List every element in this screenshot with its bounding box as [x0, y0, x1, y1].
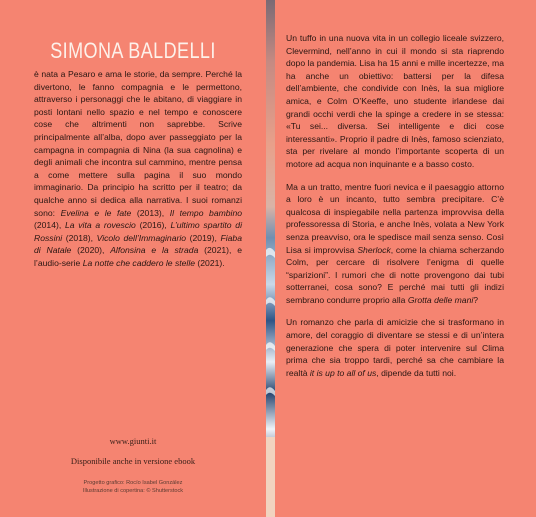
synopsis-text: Ma a un tratto, mentre fuori nevica e il paesaggio attorno a loro è un incanto, tutto sembra precipitare. C’è qualcosa di inspiegabile nella partenza improvvisa della professoressa di Storia, e anche Inès, volata a New York senza preavviso, ora le spedisce mail senza senso. Così Lisa si improvvisa — [286, 181, 504, 255]
book-title: Il tempo bambino — [169, 207, 243, 218]
italic-text: Grotta delle mani — [407, 294, 474, 305]
bio-text: (2021), e l’audio-serie — [34, 245, 242, 268]
bio-text: (2018), — [62, 232, 97, 243]
credit-line: Progetto grafico: Rocío Isabel González — [83, 480, 183, 486]
book-title: La vita a rovescio — [64, 220, 136, 231]
synopsis-paragraph: Un tuffo in una nuova vita in un collegio liceale svizzero, Clevermind, nell’anno in cui il mondo si sta riaprendo dopo la pandemia. Lisa ha 15 anni e mille incertezze, ma ha anche un obiettivo: battersi per la difesa dell’ambiente, che condivide con Inès, la sua migliore amica, e Colm O’Keeffe, uno studente irlandese dai grandi occhi verdi che la spinge a credere in se stessa: «Tu sei... diversa. Sei intelligente e dici cose interessanti». Proprio il padre di Inès, famoso scienziato, sta per rivelare al mondo l’importante scoperta di un motore ad acqua non inquinante e a basso costo. — [286, 33, 504, 169]
bio-text: (2019), — [186, 232, 221, 243]
book-title: Evelina e le fate — [60, 207, 132, 218]
book-title: L’ultimo spartito di Rossini — [34, 220, 242, 243]
synopsis-text: Un romanzo che parla di amicizie che si trasformano in amore, del coraggio di diventare se stessi e di un’intera generazione che spera di poter intervenire sul Clima prima che sia troppo tardi, perché sa che cambiare la realtà — [286, 317, 504, 378]
italic-text: Sherlock — [357, 244, 391, 255]
bio-text: (2016), — [135, 220, 171, 231]
book-title: Vicolo dell’Immaginario — [96, 232, 187, 243]
bio-text: (2013), — [131, 207, 170, 218]
book-title: Alfonsina e la strada — [110, 245, 199, 256]
ebook-note: Disponibile anche in versione ebook — [70, 456, 196, 466]
synopsis-text: ? — [473, 294, 479, 305]
back-flap-synopsis — [286, 32, 504, 389]
design-credits — [0, 480, 266, 495]
bio-text: è nata a Pesaro e ama le storie, da sempre. Perché la divertono, le fanno compagnia e le permettono, attraverso i personaggi che le abitano, di viaggiare in posti lontani nello spazio e nel tempo e conoscere cose che altrimenti non saprebbe. Scrive principalmente all’alba, dopo aver passeggiato per la campagna in compagnia di Nina (la sua cagnolina) e degli animali che incontra sul cammino, mentre pensa a come mettere sulla pagina il suo mondo immaginario. Da principio ha scritto per il teatro; da qualche anno si dedica alla narrativa. I suoi romanzi sono: — [34, 69, 242, 218]
italic-text: it is up to all of us — [309, 367, 377, 378]
wave-illustration — [266, 0, 275, 517]
cover-art-strip — [266, 0, 275, 517]
front-flap — [0, 0, 266, 517]
synopsis-paragraph — [286, 181, 504, 307]
bio-text: (2021). — [195, 257, 225, 268]
credit-line: Illustrazione di copertina: © Shutterstock — [82, 487, 184, 494]
book-title: La notte che caddero le stelle — [82, 257, 196, 268]
bio-text: (2020), — [71, 245, 111, 256]
author-bio — [34, 68, 242, 270]
book-title: Fiaba di Natale — [34, 232, 242, 256]
bio-text: (2014), — [34, 220, 65, 231]
author-name: SIMONA BALDELLI — [50, 38, 216, 63]
synopsis-text: , dipende da tutti noi. — [376, 367, 457, 378]
synopsis-text: , come la chiama scherzando Colm, per cercare di risolvere l’enigma di quelle “sparizioni”. I rumori che di notte provengono dai tubi sotterranei, cosa sono? E perché mai tutti gli indizi sembrano condurre proprio alla — [286, 244, 504, 305]
synopsis-paragraph — [286, 316, 504, 379]
publisher-website: www.giunti.it — [109, 436, 157, 446]
